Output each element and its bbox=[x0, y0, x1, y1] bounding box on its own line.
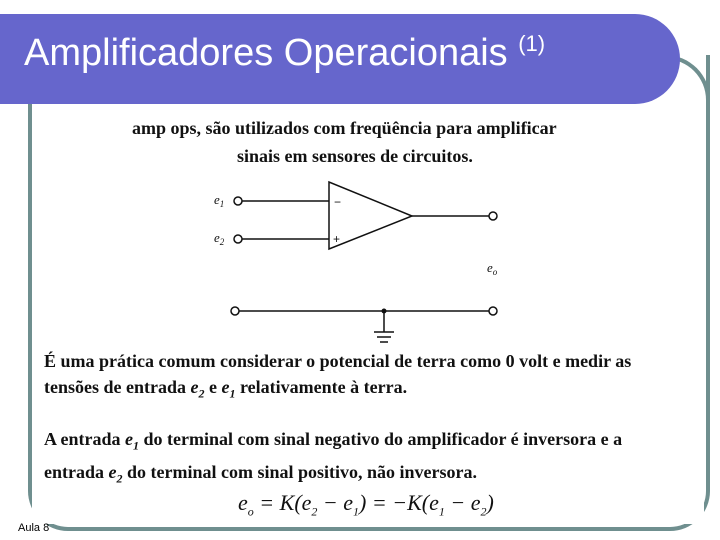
minus-sign: − bbox=[334, 195, 342, 209]
plus-sign: + bbox=[333, 232, 341, 246]
input1-terminal bbox=[234, 197, 242, 205]
paragraph-inputs bbox=[44, 426, 622, 491]
slide-title-text: Amplificadores Operacionais bbox=[24, 32, 508, 74]
slide-title-superscript: (1) bbox=[518, 31, 546, 56]
paragraph-inputs-line1: A entrada $e_1$ do terminal com sinal negativo do amplificador é inversora e a bbox=[44, 429, 623, 453]
op-amp-triangle bbox=[329, 182, 412, 249]
paragraph-ground-line1: É uma prática comum considerar o potencial de terra como 0 volt e medir as bbox=[44, 351, 632, 371]
paragraph-ground-line2: tensões de entrada $e_2$ e $e_1$ relativamente à terra. bbox=[44, 377, 408, 401]
op-amp-circuit-diagram bbox=[202, 174, 522, 349]
slide-content bbox=[32, 104, 704, 524]
output-terminal bbox=[489, 212, 497, 220]
ground-left-terminal bbox=[231, 307, 239, 315]
ground-right-terminal bbox=[489, 307, 497, 315]
paragraph-inputs-line2: entrada $e_2$ do terminal com sinal positivo, não inversora. bbox=[44, 461, 477, 486]
input1-label: $e_1$ bbox=[214, 192, 225, 209]
gain-equation: $e_o = K(e_2 - e_1) = -K(e_1 - e_2)$ bbox=[238, 490, 494, 519]
slide-title bbox=[24, 32, 545, 75]
footer-label: Aula 8 bbox=[18, 522, 50, 534]
input2-terminal bbox=[234, 235, 242, 243]
intro-line-1: amp ops, são utilizados com freqüência para amplificar bbox=[132, 118, 557, 138]
input2-label: $e_2$ bbox=[214, 230, 225, 247]
output-label: $e_o$ bbox=[487, 260, 498, 277]
paragraph-ground bbox=[44, 348, 631, 407]
intro-line-2: sinais em sensores de circuitos. bbox=[237, 146, 473, 166]
